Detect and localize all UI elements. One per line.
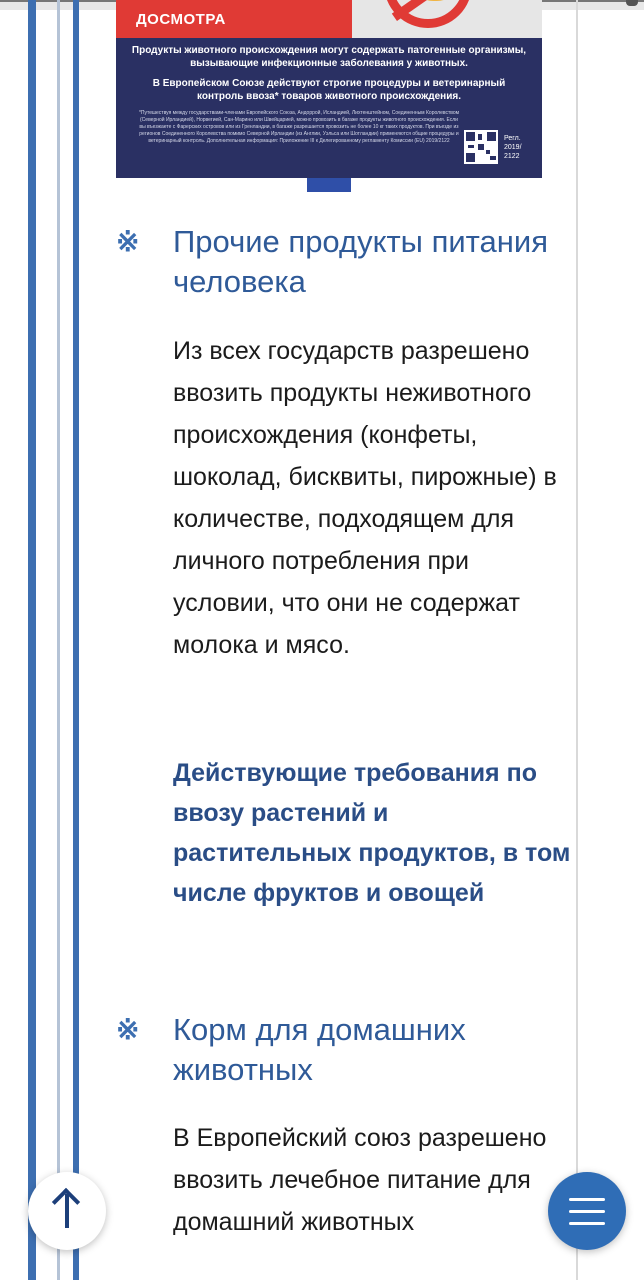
decorative-stripe bbox=[28, 0, 36, 1280]
section-heading: Прочие продукты питания человека bbox=[173, 224, 548, 299]
section-text: Из всех государств разрешено ввозить продукты неживотного происхождения (конфеты, шоколад, бисквиты, пирожные) в количестве, подходящем для личного потребления при условии, что они не содержат молока и мясо. bbox=[173, 337, 557, 659]
scroll-top-button[interactable] bbox=[28, 1172, 106, 1250]
asterisk-cross-icon: ※ bbox=[116, 1014, 140, 1045]
hamburger-menu-icon bbox=[569, 1198, 605, 1201]
poster-tab bbox=[307, 178, 351, 192]
asterisk-cross-icon: ※ bbox=[116, 226, 140, 257]
poster-grey-band bbox=[352, 0, 542, 38]
section-heading: Корм для домашних животных bbox=[173, 1012, 466, 1087]
arrow-up-icon bbox=[65, 1194, 69, 1228]
menu-button[interactable] bbox=[548, 1172, 626, 1250]
decorative-stripe bbox=[73, 0, 79, 1280]
content-border bbox=[576, 0, 578, 1280]
plants-requirements-link[interactable]: Действующие требования по ввозу растений и растительных продуктов, в том числе фруктов и овощей bbox=[173, 759, 571, 907]
qr-code-icon bbox=[464, 130, 498, 164]
section-text: В Европейский союз разрешено ввозить лечебное питание для домашний животных bbox=[173, 1124, 547, 1236]
poster-title: ДОСМОТРА bbox=[136, 11, 226, 28]
poster-paragraph: Продукты животного происхождения могут содержать патогенные организмы, вызывающие инфекционные заболевания у животных. bbox=[131, 45, 527, 69]
info-poster-image bbox=[116, 0, 542, 178]
poster-fine-print: *Путешествуя между государствами-членами Европейского Союза, Андоррой, Исландией, Лихтенштейном, Соединенным Королевством (Северной Ирландией), Норвегией, Сан-Марино или Швейцарией, можно провозить в багаже продукты животного происхождения. Если вы въезжаете с Фарерских островов или из Гренландии, в багаже разрешается провозить не более 10 кг таких продуктов. При въезде из регионов Соединенного Королевства помимо Северной Ирландии (из Англии, Уэльса или Шотландии) применяются общие процедуры и ветеринарный контроль. Дополнительная информация: Приложение III к Делегированному регламенту Комиссии (EU) 2019/2122 bbox=[138, 110, 460, 144]
decorative-stripe bbox=[57, 0, 60, 1280]
poster-paragraph: В Европейском Союзе действуют строгие процедуры и ветеринарный контроль ввоза* товаров животного происхождения. bbox=[152, 78, 506, 102]
poster-regulation-label: Регл. 2019/ 2122 bbox=[504, 135, 522, 160]
prohibition-icon bbox=[384, 0, 472, 28]
